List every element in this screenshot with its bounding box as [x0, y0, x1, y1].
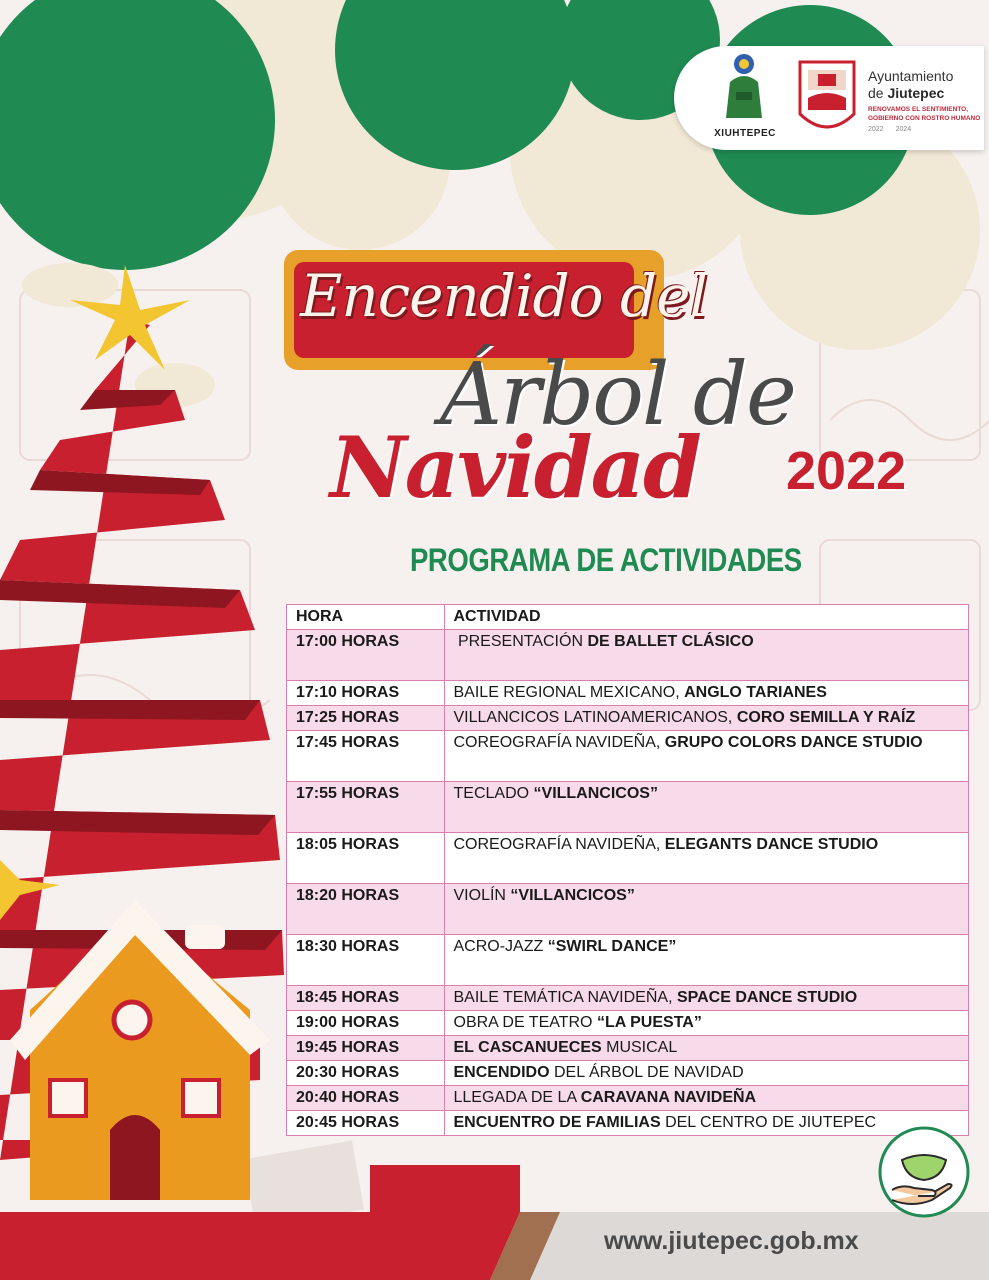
row-hora: 18:45 HORAS	[287, 986, 445, 1011]
ayuntamiento-line1: Ayuntamiento	[868, 68, 954, 84]
table-row	[287, 833, 969, 884]
table-header-row	[287, 605, 969, 630]
year-start: 2022	[868, 126, 884, 133]
activity-strong: GRUPO COLORS DANCE STUDIO	[664, 734, 923, 751]
row-actividad	[444, 731, 969, 782]
row-actividad	[444, 1011, 969, 1036]
activity-strong: ENCUENTRO DE FAMILIAS	[453, 1114, 661, 1131]
header-actividad: ACTIVIDAD	[444, 605, 969, 630]
ayuntamiento-prefix: de	[868, 85, 888, 101]
activity-plain: OBRA DE TEATRO	[453, 1014, 597, 1031]
row-hora: 20:30 HORAS	[287, 1061, 445, 1086]
ayuntamiento-name: Jiutepec	[887, 85, 945, 101]
table-row	[287, 935, 969, 986]
activity-strong: EL CASCANUECES	[453, 1039, 602, 1056]
title-line3: Navidad	[330, 418, 700, 517]
table-row	[287, 1011, 969, 1036]
row-hora: 17:10 HORAS	[287, 681, 445, 706]
row-actividad	[444, 986, 969, 1011]
title-line1: Encendido del	[300, 262, 708, 330]
table-row	[287, 630, 969, 681]
activity-plain: BAILE TEMÁTICA NAVIDEÑA,	[453, 989, 677, 1006]
activity-plain: ACRO-JAZZ	[453, 938, 548, 955]
row-actividad	[444, 1061, 969, 1086]
activity-strong: ENCENDIDO	[453, 1064, 550, 1081]
table-row	[287, 1111, 969, 1136]
activity-strong: SPACE DANCE STUDIO	[676, 989, 858, 1006]
activity-plain: COREOGRAFÍA NAVIDEÑA,	[453, 836, 665, 853]
activity-strong: “LA PUESTA”	[596, 1014, 702, 1031]
row-actividad	[444, 833, 969, 884]
row-hora: 17:55 HORAS	[287, 782, 445, 833]
xiuhtepec-logo	[716, 52, 772, 122]
row-hora: 17:00 HORAS	[287, 630, 445, 681]
schedule-table	[286, 604, 969, 1136]
activity-plain: LLEGADA DE LA	[453, 1089, 581, 1106]
activity-strong: “VILLANCICOS”	[510, 887, 635, 904]
activity-strong: CORO SEMILLA Y RAÍZ	[736, 709, 916, 726]
title-line2: Árbol de	[440, 345, 795, 445]
row-hora: 19:45 HORAS	[287, 1036, 445, 1061]
row-actividad	[444, 935, 969, 986]
table-row	[287, 782, 969, 833]
row-hora: 18:20 HORAS	[287, 884, 445, 935]
table-row	[287, 884, 969, 935]
activity-plain: VILLANCICOS LATINOAMERICANOS,	[453, 709, 737, 726]
slogan-line2: GOBIERNO CON ROSTRO HUMANO	[868, 115, 981, 122]
row-hora: 17:45 HORAS	[287, 731, 445, 782]
xiuhtepec-label: XIUHTEPEC	[714, 128, 776, 139]
table-row	[287, 1086, 969, 1111]
mask-hand-icon	[878, 1126, 970, 1218]
activity-plain: BAILE REGIONAL MEXICANO,	[453, 684, 685, 701]
table-row	[287, 706, 969, 731]
year-end: 2024	[895, 126, 912, 133]
website-link[interactable]: www.jiutepec.gob.mx	[604, 1227, 859, 1255]
row-actividad	[444, 1036, 969, 1061]
row-hora: 20:45 HORAS	[287, 1111, 445, 1136]
row-hora: 19:00 HORAS	[287, 1011, 445, 1036]
activity-strong: ELEGANTS DANCE STUDIO	[664, 836, 879, 853]
title-year: 2022	[786, 441, 907, 501]
header-logo-card	[674, 46, 984, 150]
activity-plain: VIOLÍN	[453, 887, 511, 904]
activity-strong: CARAVANA NAVIDEÑA	[580, 1089, 757, 1106]
row-actividad	[444, 630, 969, 681]
table-row	[287, 681, 969, 706]
row-actividad	[444, 706, 969, 731]
activity-strong: DE BALLET CLÁSICO	[587, 633, 754, 650]
row-hora: 20:40 HORAS	[287, 1086, 445, 1111]
activity-plain: MUSICAL	[601, 1039, 678, 1056]
activity-plain: DEL CENTRO DE JIUTEPEC	[660, 1114, 877, 1131]
activity-plain: COREOGRAFÍA NAVIDEÑA,	[453, 734, 665, 751]
activity-plain: TECLADO	[453, 785, 534, 802]
table-row	[287, 1061, 969, 1086]
administration-years	[868, 126, 978, 133]
table-row	[287, 731, 969, 782]
row-actividad	[444, 782, 969, 833]
table-row	[287, 986, 969, 1011]
jiutepec-shield-logo	[796, 58, 858, 136]
row-hora: 17:25 HORAS	[287, 706, 445, 731]
activity-plain: DEL ÁRBOL DE NAVIDAD	[549, 1064, 744, 1081]
row-actividad	[444, 884, 969, 935]
row-actividad	[444, 681, 969, 706]
row-actividad	[444, 1086, 969, 1111]
table-row	[287, 1036, 969, 1061]
header-hora: HORA	[287, 605, 445, 630]
program-subtitle: PROGRAMA DE ACTIVIDADES	[410, 542, 802, 578]
activity-strong: ANGLO TARIANES	[684, 684, 827, 701]
activity-strong: “VILLANCICOS”	[533, 785, 658, 802]
activity-plain: PRESENTACIÓN	[453, 633, 588, 650]
slogan-line1: RENOVAMOS EL SENTIMIENTO,	[868, 106, 969, 113]
ayuntamiento-line2	[868, 85, 944, 101]
row-hora: 18:05 HORAS	[287, 833, 445, 884]
activity-strong: “SWIRL DANCE”	[547, 938, 677, 955]
row-hora: 18:30 HORAS	[287, 935, 445, 986]
